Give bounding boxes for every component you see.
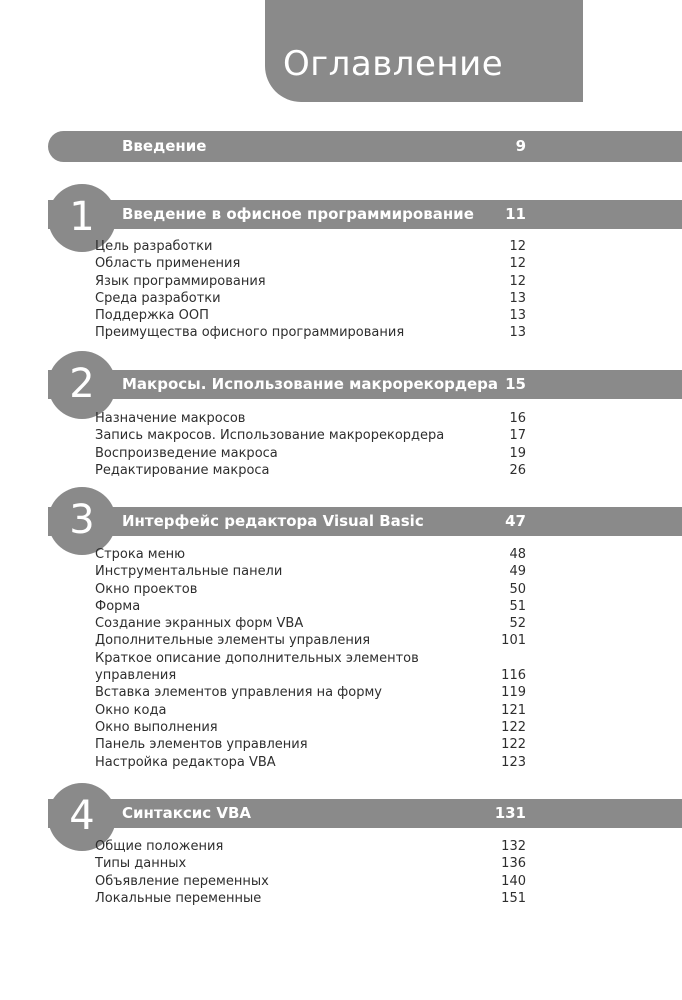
- entry-page: 121: [501, 702, 526, 718]
- toc-entry[interactable]: [95, 873, 526, 890]
- toc-intro-row[interactable]: [48, 131, 682, 162]
- entry-page: 122: [501, 737, 526, 753]
- toc-entry[interactable]: [95, 615, 526, 632]
- entry-title: Преимущества офисного программирования: [95, 325, 405, 341]
- toc-entry[interactable]: [95, 307, 526, 324]
- page-title: Оглавление: [283, 44, 504, 84]
- entry-title: Цель разработки: [95, 239, 213, 254]
- chapter-3-title: Интерфейс редактора Visual Basic: [122, 512, 424, 530]
- chapter-4-entries: [95, 838, 526, 907]
- entry-page: 12: [509, 273, 526, 289]
- entry-page: 140: [501, 873, 526, 889]
- entry-page: 12: [509, 239, 526, 254]
- toc-entry[interactable]: [95, 684, 526, 701]
- entry-page: 116: [501, 668, 526, 684]
- entry-title: Дополнительные элементы управления: [95, 633, 371, 649]
- toc-entry[interactable]: [95, 445, 526, 462]
- entry-title: Область применения: [95, 256, 241, 272]
- entry-title: Строка меню: [95, 547, 186, 562]
- toc-entry[interactable]: [95, 581, 526, 598]
- toc-entry[interactable]: [95, 632, 526, 649]
- entry-page: 123: [501, 754, 526, 770]
- entry-title: Поддержка ООП: [95, 308, 209, 324]
- entry-page: 12: [509, 256, 526, 272]
- entry-page: 50: [509, 581, 526, 597]
- toc-entry[interactable]: [95, 702, 526, 719]
- toc-entry[interactable]: [95, 754, 526, 771]
- intro-page: 9: [515, 137, 526, 155]
- chapter-1-page: 11: [505, 205, 526, 223]
- toc-entry[interactable]: [95, 462, 526, 479]
- toc-entry[interactable]: [95, 890, 526, 907]
- chapter-2-title: Макросы. Использование макрорекордера: [122, 375, 499, 393]
- entry-title: Инструментальные панели: [95, 564, 283, 580]
- entry-title: Вставка элементов управления на форму: [95, 685, 382, 701]
- chapter-3-entries: [95, 546, 526, 771]
- chapter-4-page: 131: [494, 804, 526, 822]
- entry-title: Воспроизведение макроса: [95, 445, 278, 461]
- chapter-2-circle: [48, 351, 116, 419]
- toc-entry[interactable]: [95, 255, 526, 272]
- entry-title: Окно кода: [95, 702, 167, 718]
- toc-entry[interactable]: [95, 563, 526, 580]
- chapter-2-page: 15: [505, 375, 526, 393]
- entry-page: 19: [509, 445, 526, 461]
- entry-page: 49: [509, 564, 526, 580]
- chapter-1-entries: [95, 238, 526, 342]
- chapter-1-title: Введение в офисное программирование: [122, 205, 474, 223]
- entry-title: Общие положения: [95, 839, 224, 854]
- toc-entry[interactable]: [95, 410, 526, 427]
- toc-entry[interactable]: [95, 855, 526, 872]
- entry-title: Редактирование макроса: [95, 462, 270, 478]
- entry-title: Запись макросов. Использование макрорекордера: [95, 428, 445, 444]
- entry-page: 26: [509, 462, 526, 478]
- toc-entry[interactable]: [95, 546, 526, 563]
- toc-entry[interactable]: [95, 427, 526, 444]
- toc-entry[interactable]: [95, 238, 526, 255]
- entry-page: 13: [509, 325, 526, 341]
- toc-entry[interactable]: [95, 290, 526, 307]
- chapter-4-title: Синтаксис VBA: [122, 804, 252, 822]
- entry-page: 52: [509, 616, 526, 632]
- entry-page: 48: [509, 547, 526, 562]
- chapter-3-number: 3: [69, 497, 95, 543]
- toc-entry[interactable]: [95, 719, 526, 736]
- entry-title: Создание экранных форм VBA: [95, 616, 304, 632]
- toc-entry[interactable]: [95, 838, 526, 855]
- entry-page: 16: [509, 411, 526, 426]
- chapter-2-entries: [95, 410, 526, 479]
- chapter-4-number: 4: [69, 793, 95, 839]
- entry-title: Объявление переменных: [95, 873, 269, 889]
- entry-page: 119: [501, 685, 526, 701]
- entry-title: Язык программирования: [95, 273, 266, 289]
- toc-entry[interactable]: [95, 650, 526, 685]
- chapter-1-number: 1: [69, 194, 95, 240]
- toc-entry[interactable]: [95, 273, 526, 290]
- entry-title: Назначение макросов: [95, 411, 246, 426]
- entry-page: 101: [501, 633, 526, 649]
- entry-page: 136: [501, 856, 526, 872]
- entry-title: Окно проектов: [95, 581, 198, 597]
- entry-page: 151: [501, 890, 526, 906]
- toc-header-tab: [265, 0, 583, 102]
- entry-page: 13: [509, 290, 526, 306]
- entry-page: 13: [509, 308, 526, 324]
- entry-title: Краткое описание дополнительных элементов управления: [95, 650, 419, 684]
- entry-page: 122: [501, 719, 526, 735]
- entry-title: Среда разработки: [95, 290, 221, 306]
- entry-title: Форма: [95, 598, 141, 614]
- chapter-3-page: 47: [505, 512, 526, 530]
- toc-entry[interactable]: [95, 324, 526, 341]
- chapter-2-number: 2: [69, 361, 95, 407]
- entry-title: Локальные переменные: [95, 890, 262, 906]
- intro-title: Введение: [122, 137, 207, 155]
- toc-entry[interactable]: [95, 598, 526, 615]
- toc-entry[interactable]: [95, 736, 526, 753]
- entry-title: Панель элементов управления: [95, 737, 308, 753]
- entry-title: Типы данных: [95, 856, 187, 872]
- entry-title: Настройка редактора VBA: [95, 754, 276, 770]
- entry-title: Окно выполнения: [95, 719, 218, 735]
- entry-page: 17: [509, 428, 526, 444]
- entry-page: 51: [509, 598, 526, 614]
- chapter-3-circle: [48, 487, 116, 555]
- entry-page: 132: [501, 839, 526, 854]
